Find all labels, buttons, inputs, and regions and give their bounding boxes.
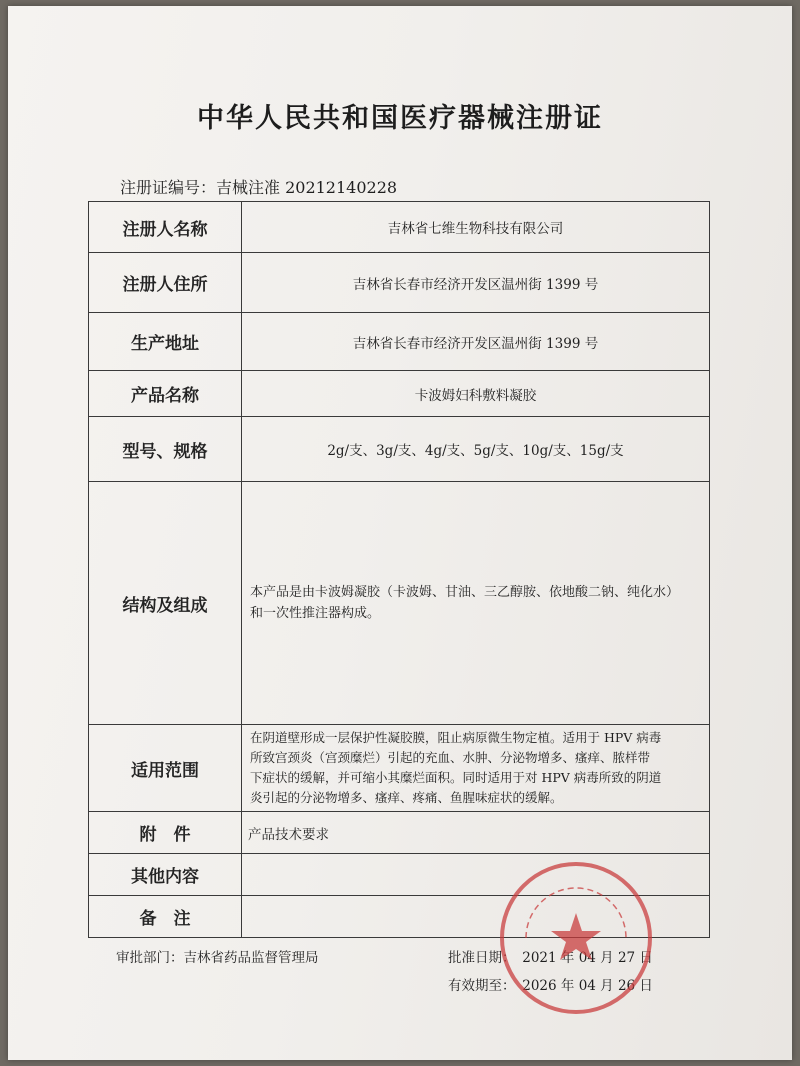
row-value-registrant-name: 吉林省七维生物科技有限公司 <box>242 202 710 253</box>
structure-line-1: 本产品是由卡波姆凝胶（卡波姆、甘油、三乙醇胺、依地酸二钠、纯化水） <box>250 585 680 600</box>
row-label-remarks: 备 注 <box>89 896 242 938</box>
scope-line-3: 下症状的缓解，并可缩小其糜烂面积。同时适用于对 HPV 病毒所致的阴道 <box>250 770 662 785</box>
table-row <box>89 482 710 725</box>
table-row <box>89 253 710 313</box>
approval-department: 审批部门：吉林省药品监督管理局 <box>116 950 319 966</box>
row-value-product-name: 卡波姆妇科敷料凝胶 <box>242 371 710 417</box>
certificate-table <box>88 201 710 938</box>
scope-line-2: 所致宫颈炎（宫颈糜烂）引起的充血、水肿、分泌物增多、瘙痒、脓样带 <box>250 750 651 765</box>
row-value-attachment: 产品技术要求 <box>242 812 710 854</box>
registration-number: 注册证编号：吉械注准 20212140228 <box>120 178 398 197</box>
row-value-registrant-address: 吉林省长春市经济开发区温州街 1399 号 <box>242 253 710 313</box>
row-label-scope: 适用范围 <box>89 725 242 812</box>
row-value-model-spec: 2g/支、3g/支、4g/支、5g/支、10g/支、15g/支 <box>242 417 710 482</box>
table-row <box>89 313 710 371</box>
table-row <box>89 417 710 482</box>
row-value-scope <box>242 725 710 812</box>
document-title: 中华人民共和国医疗器械注册证 <box>197 103 603 134</box>
row-label-production-address: 生产地址 <box>89 313 242 371</box>
table-row <box>89 812 710 854</box>
seal-star <box>551 913 601 960</box>
valid-until-date: 有效期至： 2026 年 04 月 26 日 <box>448 978 653 994</box>
row-value-production-address: 吉林省长春市经济开发区温州街 1399 号 <box>242 313 710 371</box>
table-row <box>89 725 710 812</box>
approval-date: 批准日期： 2021 年 04 月 27 日 <box>448 950 653 966</box>
row-label-registrant-address: 注册人住所 <box>89 253 242 313</box>
scope-line-4: 炎引起的分泌物增多、瘙痒、疼痛、鱼腥味症状的缓解。 <box>250 790 563 805</box>
row-value-structure <box>242 482 710 725</box>
row-label-attachment: 附 件 <box>89 812 242 854</box>
table-row <box>89 202 710 253</box>
row-label-product-name: 产品名称 <box>89 371 242 417</box>
row-label-model-spec: 型号、规格 <box>89 417 242 482</box>
table-row <box>89 371 710 417</box>
row-label-structure: 结构及组成 <box>89 482 242 725</box>
row-label-registrant-name: 注册人名称 <box>89 202 242 253</box>
row-label-other: 其他内容 <box>89 854 242 896</box>
scope-line-1: 在阴道壁形成一层保护性凝胶膜，阻止病原微生物定植。适用于 HPV 病毒 <box>250 730 662 745</box>
structure-line-2: 和一次性推注器构成。 <box>250 606 381 621</box>
official-seal-icon <box>496 858 656 1018</box>
